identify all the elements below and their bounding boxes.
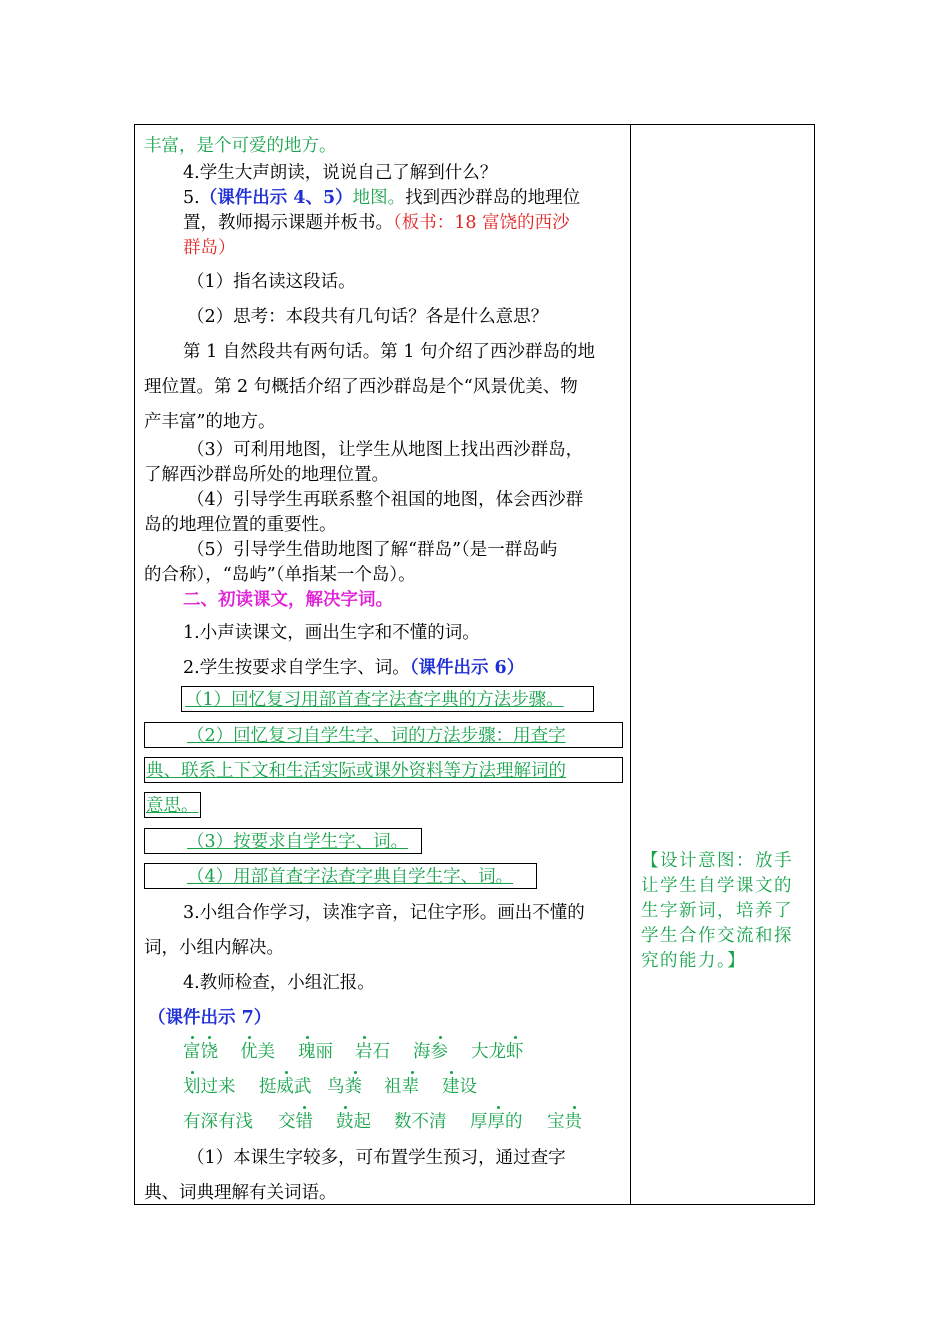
emphasis-dot: [363, 1036, 366, 1039]
boxed-step-1: （1）回忆复习用部首查字法查字典的方法步骤。: [185, 690, 564, 710]
vocab-word: 厚厚的: [470, 1112, 523, 1132]
boxed-step-2: 典、联系上下文和生活实际或课外资料等方法理解词的: [146, 761, 566, 781]
text-line: （3）可利用地图，让学生从地图上找出西沙群岛，: [187, 440, 584, 460]
text-line: [183, 211, 570, 235]
design-intent-note: 让学生自学课文的: [641, 876, 793, 896]
emphasis-dot: [450, 1071, 453, 1074]
text-line: 理位置。第 2 句概括介绍了西沙群岛是个“风景优美、物: [144, 377, 578, 397]
vocab-word: 瑰丽: [298, 1042, 333, 1062]
emphasis-dot: [306, 1036, 309, 1039]
text-line: （5）引导学生借助地图了解“群岛”（是一群岛屿: [187, 540, 558, 560]
vocab-word: 岩石: [355, 1042, 390, 1062]
map-label: 地图。: [352, 188, 406, 208]
text-line: 第 1 自然段共有两句话。第 1 句介绍了西沙群岛的地: [183, 342, 596, 362]
text-line: （1）指名读这段话。: [187, 272, 356, 292]
text-line: 产丰富”的地方。: [144, 412, 276, 432]
courseware-tag: （课件出示 6）: [409, 658, 525, 678]
text-fragment: 置，教师揭示课题并板书。: [183, 213, 393, 233]
text-line: 的合称），“岛屿”（单指某一个岛）。: [144, 565, 416, 585]
emphasis-dot: [497, 1106, 500, 1109]
text-fragment: 找到西沙群岛的地理位: [405, 188, 581, 208]
text-line: （1）本课生字较多，可布置学生预习，通过查字: [187, 1148, 566, 1168]
vocab-word: 海参: [413, 1042, 448, 1062]
emphasis-dot: [208, 1036, 211, 1039]
vocab-word: 划过来: [183, 1077, 236, 1097]
emphasis-dot: [191, 1036, 194, 1039]
emphasis-dot: [354, 1071, 357, 1074]
emphasis-dot: [191, 1071, 194, 1074]
emphasis-dot: [303, 1106, 306, 1109]
blackboard-note: 群岛）: [183, 238, 236, 258]
text-line: 丰富，是个可爱的地方。: [144, 136, 337, 156]
design-intent-note: 学生合作交流和探: [641, 926, 793, 946]
design-intent-note: 究的能力。】: [641, 951, 747, 971]
column-divider: [630, 124, 631, 1205]
step-number: 5.: [183, 188, 200, 208]
text-line: 了解西沙群岛所处的地理位置。: [144, 465, 389, 485]
text-fragment: 2.学生按要求自学生字、词。: [183, 658, 410, 678]
emphasis-dot: [248, 1036, 251, 1039]
text-line: 典、词典理解有关词语。: [144, 1183, 337, 1203]
emphasis-dot: [411, 1071, 414, 1074]
vocab-word: 大龙虾: [471, 1042, 524, 1062]
emphasis-dot: [344, 1106, 347, 1109]
section-heading: 二、初读课文，解决字词。: [183, 590, 393, 610]
vocab-word: 建设: [442, 1077, 477, 1097]
courseware-tag: （课件出示 4、5）: [199, 188, 353, 208]
emphasis-dot: [285, 1071, 288, 1074]
emphasis-dot: [439, 1036, 442, 1039]
design-intent-note: 【设计意图：放手: [641, 851, 793, 871]
vocab-word: 数不清: [394, 1112, 447, 1132]
text-line: 词，小组内解决。: [144, 938, 284, 958]
boxed-step-3: （3）按要求自学生字、词。: [187, 832, 409, 852]
vocab-word: 鼓起: [336, 1112, 371, 1132]
text-line: 3.小组合作学习，读准字音，记住字形。画出不懂的: [183, 903, 585, 923]
boxed-step-2: （2）回忆复习自学生字、词的方法步骤：用查字: [187, 726, 566, 746]
blackboard-note: （板书：18 富饶的西沙: [393, 213, 570, 233]
text-line: （4）引导学生再联系整个祖国的地图，体会西沙群: [187, 490, 584, 510]
vocab-word: 宝贵: [547, 1112, 582, 1132]
vocab-word: 交错: [278, 1112, 313, 1132]
text-line: 4.教师检查，小组汇报。: [183, 973, 375, 993]
text-line: （2）思考：本段共有几句话？各是什么意思？: [187, 307, 549, 327]
text-line: [183, 186, 580, 210]
emphasis-dot: [573, 1106, 576, 1109]
boxed-step-2: 意思。: [146, 796, 199, 816]
vocab-word: 富饶: [183, 1042, 218, 1062]
boxed-step-4: （4）用部首查字法查字典自学生字、词。: [187, 867, 514, 887]
vocab-word: 祖辈: [384, 1077, 419, 1097]
courseware-tag: （课件出示 7）: [148, 1008, 272, 1028]
text-line: 1.小声读课文，画出生字和不懂的词。: [183, 623, 480, 643]
design-intent-note: 生字新词，培养了: [641, 901, 793, 921]
text-line: [183, 656, 524, 680]
emphasis-dot: [514, 1036, 517, 1039]
vocab-word: 挺威武: [259, 1077, 312, 1097]
text-line: 岛的地理位置的重要性。: [144, 515, 337, 535]
vocab-word: 优美: [240, 1042, 275, 1062]
vocab-word: 鸟粪: [327, 1077, 362, 1097]
vocab-word: 有深有浅: [183, 1112, 253, 1132]
text-line: 4.学生大声朗读，说说自己了解到什么？: [183, 163, 498, 183]
